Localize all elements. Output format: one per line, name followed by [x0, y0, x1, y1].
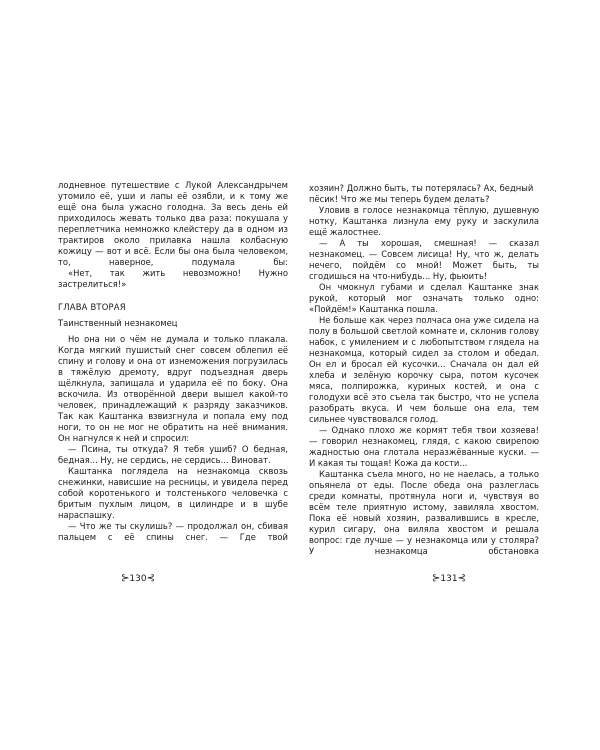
- paragraph: — Псина, ты откуда? Я тебя ушиб? О бедная, бедная... Ну, не сердись, не сердись... Виноват.: [58, 444, 288, 465]
- paragraph: — А ты хорошая, смешная! — сказал незнакомец. — Совсем лисица! Ну, что ж, делать нечего, пойдём со мной! Может быть, ты сгодишься на что-нибудь... Ну, фьюить!: [309, 238, 539, 281]
- left-page: [58, 180, 288, 543]
- ornament-icon: ⊱: [432, 573, 441, 584]
- paragraph: «Нет, так жить невозможно! Нужно застрелиться!»: [58, 268, 288, 289]
- paragraph: Каштанка поглядела на незнакомца сквозь снежинки, нависшие на ресницы, и увидела перед собой коротенького и толстенького человечка с бритым пухлым лицом, в цилиндре и в шубе нараспашку.: [58, 466, 288, 520]
- paragraph: Каштанка съела много, но не наелась, а только опьянела от еды. После обеда она разлеглась среди комнаты, протянула ноги и, чувствуя во всём теле приятную истому, завиляла хвостом. Пока её новый хозяин, развалившись в кресле, курил сигару, она виляла хвостом и решала вопрос: где лучше — у незнакомца или у столяра? У незнакомца обстановка: [309, 469, 539, 556]
- right-page: [309, 183, 539, 557]
- page-number-left: [108, 573, 168, 585]
- paragraph: Не больше как через полчаса она уже сидела на полу в большой светлой комнате и, склонив голову набок, с умилением и с любопытством глядела на незнакомца, который сидел за столом и обедал. Он ел и бросал ей кусочки... Сначала он дал ей хлеба и зелёную корочку сыра, потом кусочек мяса, полпирожка, куриных костей, и она с голодухи всё это съела так быстро, что не успела разобрать вкуса. И чем больше она ела, тем сильнее чувствовался голод.: [309, 315, 539, 424]
- chapter-subtitle: Таинственный незнакомец: [58, 318, 178, 328]
- paragraph: лодневное путешествие с Лукой Александрычем утомило её, уши и лапы её озябли, и к тому же ещё она была ужасно голодна. За весь день ей приходилось жевать только два раза: покушала у переплетчика немножко клейстеру да в одном из трактиров около прилавка нашла колбасную кожицу — вот и всё. Если бы она была человеком, то, наверное, подумала бы:: [58, 180, 288, 267]
- ornament-icon: ⊰: [146, 573, 155, 584]
- paragraph: Но она ни о чём не думала и только плакала. Когда мягкий пушистый снег совсем облепил её спину и голову и она от изнеможения погрузилась в тяжёлую дремоту, вдруг подъездная дверь щёлкнула, запищала и ударила её по боку. Она вскочила. Из отворённой двери вышел какой-то человек, принадлежащий к разряду заказчиков. Так как Каштанка взвизгнула и попала ему под ноги, то он не мог не обратить на неё внимания. Он нагнулся к ней и спросил:: [58, 334, 288, 443]
- ornament-icon: ⊱: [121, 573, 130, 584]
- paragraph: — Что же ты скулишь? — продолжал он, сбивая пальцем с её спины снег. — Где твой: [58, 521, 288, 542]
- paragraph: хозяин? Должно быть, ты потерялась? Ах, бедный пёсик! Что же мы теперь будем делать?: [309, 183, 534, 204]
- paragraph: — Однако плохо же кормят тебя твои хозяева! — говорил незнакомец, глядя, с какою свирепою жадностью она глотала неразжёванные куски. — И какая ты тощая! Кожа да кости...: [309, 425, 539, 468]
- chapter-title: ГЛАВА ВТОРАЯ: [58, 302, 126, 312]
- paragraph: Он чмокнул губами и сделал Каштанке знак рукой, который мог означать только одно: «Пойдём!» Каштанка пошла.: [309, 282, 539, 314]
- page-number: 130: [129, 574, 147, 584]
- page-number: 131: [440, 574, 458, 584]
- page-number-right: [419, 573, 479, 585]
- paragraph: Уловив в голосе незнакомца тёплую, душевную нотку, Каштанка лизнула ему руку и заскулила ещё жалостнее.: [309, 205, 539, 237]
- ornament-icon: ⊰: [457, 573, 466, 584]
